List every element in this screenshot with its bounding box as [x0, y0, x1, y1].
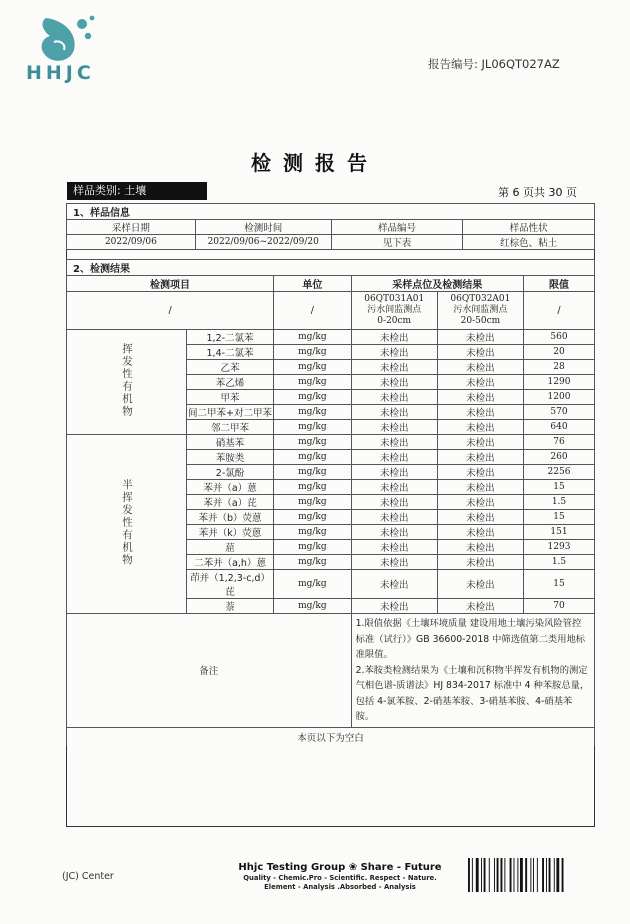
- result-item: 硝基苯: [187, 435, 274, 450]
- result-point-2: 未检出: [437, 345, 523, 360]
- sample-category-label: 样品类别:: [73, 184, 121, 197]
- table-row: [67, 435, 595, 450]
- result-point-1: 未检出: [351, 345, 437, 360]
- footer-center-label: (JC) Center: [62, 871, 114, 882]
- testing-period: 2022/09/06~2022/09/20: [195, 235, 331, 250]
- point-row-slash: /: [274, 292, 352, 330]
- result-unit: mg/kg: [274, 375, 352, 390]
- result-limit: 1.5: [523, 495, 594, 510]
- result-unit: mg/kg: [274, 525, 352, 540]
- flower-icon: ❀: [348, 862, 358, 873]
- result-limit: 151: [523, 525, 594, 540]
- logo-mark-icon: [24, 12, 102, 64]
- footer-slogan: Share - Future: [360, 862, 442, 873]
- result-limit: 2256: [523, 465, 594, 480]
- result-limit: 1200: [523, 390, 594, 405]
- results-table: [66, 259, 595, 746]
- sample-info-table: [66, 203, 595, 250]
- results-rows: [67, 330, 595, 614]
- result-point-2: 未检出: [437, 599, 523, 614]
- result-item: 苯并（a）蒽: [187, 480, 274, 495]
- result-limit: 1293: [523, 540, 594, 555]
- result-point-1: 未检出: [351, 330, 437, 345]
- result-point-1: 未检出: [351, 360, 437, 375]
- result-unit: mg/kg: [274, 465, 352, 480]
- result-point-1: 未检出: [351, 525, 437, 540]
- footer-brand: [230, 862, 450, 891]
- footer-brand-name: Hhjc Testing Group: [238, 862, 346, 873]
- sample-info-header: 检测时间: [195, 220, 331, 235]
- result-item: 邻二甲苯: [187, 420, 274, 435]
- barcode-bar: [494, 858, 495, 892]
- result-item: 苯乙烯: [187, 375, 274, 390]
- barcode-bar: [501, 858, 503, 892]
- result-unit: mg/kg: [274, 345, 352, 360]
- blank-note: 本页以下为空白: [67, 727, 595, 746]
- result-point-1: 未检出: [351, 450, 437, 465]
- company-logo: [24, 12, 108, 84]
- result-point-1: 未检出: [351, 405, 437, 420]
- result-limit: 28: [523, 360, 594, 375]
- barcode-bar: [562, 858, 564, 892]
- remark-label: 备注: [67, 614, 352, 728]
- result-unit: mg/kg: [274, 435, 352, 450]
- result-limit: 560: [523, 330, 594, 345]
- result-point-2: 未检出: [437, 525, 523, 540]
- barcode-bar: [504, 858, 505, 892]
- result-item: 1,4-二氯苯: [187, 345, 274, 360]
- barcode-bar: [546, 858, 547, 892]
- remark-item: 1.限值依据《土壤环境质量 建设用地土壤污染风险管控标准（试行）》GB 36600-2018 中筛选值第二类用地标准限值。: [355, 618, 586, 660]
- result-limit: 15: [523, 570, 594, 599]
- result-point-2: 未检出: [437, 540, 523, 555]
- sample-info-header: 采样日期: [67, 220, 196, 235]
- result-limit: 1290: [523, 375, 594, 390]
- result-point-2: 未检出: [437, 480, 523, 495]
- result-limit: 570: [523, 405, 594, 420]
- result-point-2: 未检出: [437, 450, 523, 465]
- sample-category: [67, 182, 207, 200]
- section-results-title: 2、检测结果: [67, 260, 595, 276]
- result-unit: mg/kg: [274, 480, 352, 495]
- result-limit: 1.5: [523, 555, 594, 570]
- result-limit: 260: [523, 450, 594, 465]
- result-limit: 70: [523, 599, 594, 614]
- sampling-date: 2022/09/06: [67, 235, 196, 250]
- result-unit: mg/kg: [274, 405, 352, 420]
- barcode-bar: [514, 858, 515, 892]
- result-item: 间二甲苯+对二甲苯: [187, 405, 274, 420]
- sample-info-header: 样品性状: [463, 220, 595, 235]
- result-point-1: 未检出: [351, 510, 437, 525]
- result-point-1: 未检出: [351, 495, 437, 510]
- result-unit: mg/kg: [274, 510, 352, 525]
- result-item: 2-氯酚: [187, 465, 274, 480]
- result-item: 苯并（b）荧蒽: [187, 510, 274, 525]
- section-sample-info-title: 1、样品信息: [67, 204, 595, 220]
- result-point-2: 未检出: [437, 420, 523, 435]
- barcode-bar: [484, 858, 486, 892]
- result-point-1: 未检出: [351, 555, 437, 570]
- footer-tagline-2: Element - Analysis .Absorbed - Analysis: [264, 883, 416, 891]
- group-label-text: 挥发性有机物: [121, 343, 133, 418]
- sampling-point-1: [351, 292, 437, 330]
- col-header-item: 检测项目: [67, 276, 274, 292]
- result-unit: mg/kg: [274, 330, 352, 345]
- barcode-bar: [489, 858, 490, 892]
- result-unit: mg/kg: [274, 555, 352, 570]
- report-number-value: JL06QT027AZ: [481, 57, 560, 71]
- sample-info-header: 样品编号: [331, 220, 463, 235]
- sample-id-ref: 见下表: [331, 235, 463, 250]
- result-unit: mg/kg: [274, 570, 352, 599]
- result-point-2: 未检出: [437, 495, 523, 510]
- barcode-bar: [472, 858, 473, 892]
- logo-text: HHJC: [26, 62, 95, 84]
- point-2-depth: 20-50cm: [460, 316, 501, 326]
- barcode-bar: [481, 858, 482, 892]
- result-item: 二苯并（a,h）蒽: [187, 555, 274, 570]
- result-limit: 15: [523, 510, 594, 525]
- result-item: 萘: [187, 599, 274, 614]
- result-point-1: 未检出: [351, 435, 437, 450]
- result-point-1: 未检出: [351, 420, 437, 435]
- result-point-2: 未检出: [437, 465, 523, 480]
- result-point-2: 未检出: [437, 375, 523, 390]
- result-point-2: 未检出: [437, 330, 523, 345]
- result-point-1: 未检出: [351, 390, 437, 405]
- result-limit: 20: [523, 345, 594, 360]
- barcode-bar: [530, 858, 531, 892]
- point-2-id: 06QT032A01: [450, 294, 511, 304]
- sample-property: 红棕色、粘土: [463, 235, 595, 250]
- group-label-svoc: [67, 435, 187, 614]
- result-limit: 640: [523, 420, 594, 435]
- result-unit: mg/kg: [274, 420, 352, 435]
- point-row-slash: /: [523, 292, 594, 330]
- result-item: 1,2-二氯苯: [187, 330, 274, 345]
- col-header-unit: 单位: [274, 276, 352, 292]
- result-item: 甲苯: [187, 390, 274, 405]
- barcode-bar: [533, 858, 534, 892]
- result-point-2: 未检出: [437, 360, 523, 375]
- result-point-2: 未检出: [437, 390, 523, 405]
- result-point-1: 未检出: [351, 599, 437, 614]
- remark-item: 2.苯胺类检测结果为《土壤和沉积物半挥发有机物的测定 气相色谱-质谱法》HJ 834-2017 标准中 4 种苯胺总量，包括 4-氯苯胺、2-硝基苯胺、3-硝基苯胺、4-硝基苯胺。: [355, 664, 590, 722]
- result-item: 苯并（k）荧蒽: [187, 525, 274, 540]
- barcode-bar: [549, 858, 551, 892]
- result-item: 䓛: [187, 540, 274, 555]
- result-unit: mg/kg: [274, 599, 352, 614]
- barcode-bar: [468, 858, 470, 892]
- table-row: [67, 330, 595, 345]
- result-point-2: 未检出: [437, 405, 523, 420]
- result-unit: mg/kg: [274, 495, 352, 510]
- col-header-results: 采样点位及检测结果: [351, 276, 523, 292]
- barcode-bar: [476, 858, 479, 892]
- barcode-bar: [525, 858, 527, 892]
- result-item: 苯并（a）芘: [187, 495, 274, 510]
- result-item: 乙苯: [187, 360, 274, 375]
- result-limit: 15: [523, 480, 594, 495]
- point-1-location: 污水间监测点: [367, 305, 422, 315]
- document-title: 检测报告: [251, 151, 379, 175]
- result-point-2: 未检出: [437, 435, 523, 450]
- result-point-1: 未检出: [351, 540, 437, 555]
- barcode-bar: [554, 858, 555, 892]
- result-unit: mg/kg: [274, 450, 352, 465]
- result-unit: mg/kg: [274, 390, 352, 405]
- point-1-depth: 0-20cm: [377, 316, 412, 326]
- result-point-2: 未检出: [437, 510, 523, 525]
- barcode-bar: [510, 858, 512, 892]
- result-point-1: 未检出: [351, 465, 437, 480]
- result-item: 茚并（1,2,3-c,d）芘: [187, 570, 274, 599]
- result-point-2: 未检出: [437, 570, 523, 599]
- result-point-1: 未检出: [351, 480, 437, 495]
- point-row-slash: /: [67, 292, 274, 330]
- group-label-text: 半挥发性有机物: [121, 478, 133, 567]
- result-point-1: 未检出: [351, 375, 437, 390]
- result-limit: 76: [523, 435, 594, 450]
- barcode-bar: [520, 858, 523, 892]
- footer-tagline-1: Quality - Chemic.Pro - Scientific. Respect - Nature.: [243, 874, 437, 882]
- col-header-limit: 限值: [523, 276, 594, 292]
- barcode-bar: [497, 858, 499, 892]
- footer-brand-line: [230, 862, 450, 873]
- report-number: [428, 56, 560, 72]
- sample-category-value: 土壤: [124, 184, 147, 197]
- point-2-location: 污水间监测点: [453, 305, 508, 315]
- barcode-bar: [556, 858, 559, 892]
- barcode-bar: [537, 858, 538, 892]
- group-label-voc: [67, 330, 187, 435]
- sampling-point-2: [437, 292, 523, 330]
- result-unit: mg/kg: [274, 360, 352, 375]
- report-number-label: 报告编号:: [428, 57, 478, 71]
- result-point-2: 未检出: [437, 555, 523, 570]
- barcode-bar: [542, 858, 544, 892]
- result-point-1: 未检出: [351, 570, 437, 599]
- barcode-icon: [468, 858, 594, 892]
- point-1-id: 06QT031A01: [364, 294, 425, 304]
- remark-content: [351, 614, 594, 728]
- page-indicator: 第 6 页共 30 页: [498, 186, 577, 199]
- barcode-bar: [517, 858, 518, 892]
- result-item: 苯胺类: [187, 450, 274, 465]
- result-unit: mg/kg: [274, 540, 352, 555]
